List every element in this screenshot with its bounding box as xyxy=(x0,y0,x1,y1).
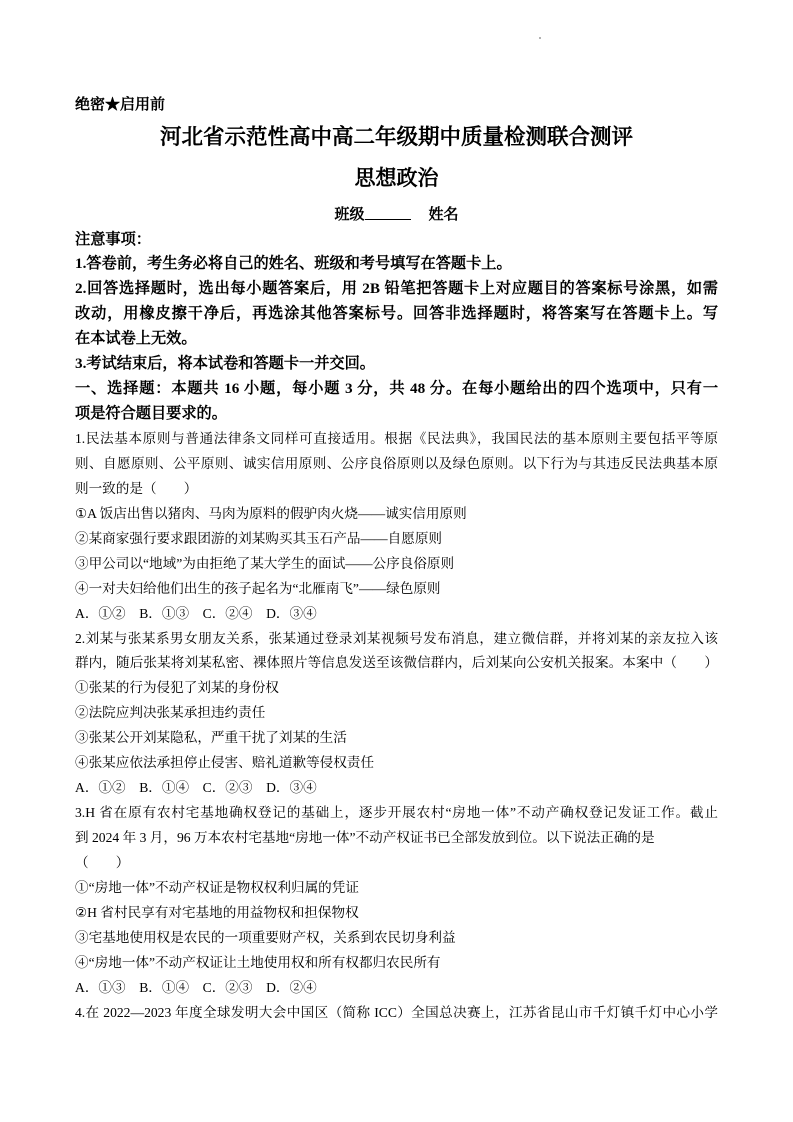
question-3-option: ③宅基地使用权是农民的一项重要财产权，关系到农民切身利益 xyxy=(75,929,456,945)
question-1-option: ③甲公司以“地域”为由拒绝了某大学生的面试——公序良俗原则 xyxy=(75,555,455,571)
question-2-choices: A．①② B．①④ C．②③ D．③④ xyxy=(75,780,317,796)
question-2-option: ③张某公开刘某隐私，严重干扰了刘某的生活 xyxy=(75,730,347,746)
exam-title: 河北省示范性高中高二年级期中质量检测联合测评 xyxy=(159,125,633,149)
section-heading-line: 一、选择题：本题共 16 小题，每小题 3 分，共 48 分。在每小题给出的四个选项中，只有一 xyxy=(75,380,718,398)
question-3-option: ②H 省村民享有对宅基地的用益物权和担保物权 xyxy=(75,904,359,920)
question-1-option: ①A 饭店出售以猪肉、马肉为原料的假驴肉火烧——诚实信用原则 xyxy=(75,505,467,521)
question-1-option: ④一对夫妇给他们出生的孩子起名为“北雁南飞”——绿色原则 xyxy=(75,580,441,596)
question-3-stem-line: （ ） xyxy=(75,854,130,870)
notice-line: 2.回答选择题时，选出每小题答案后，用 2B 铅笔把答题卡上对应题目的答案标号涂黑，如需 xyxy=(75,280,718,298)
question-2-stem-line: 群内，随后张某将刘某私密、裸体照片等信息发送至该微信群内，后刘某向公安机关报案。本案中（ ） xyxy=(75,655,718,671)
exam-body xyxy=(75,228,718,1026)
student-info-row xyxy=(0,201,793,225)
name-label: 姓名 xyxy=(428,206,459,223)
question-2-option: ①张某的行为侵犯了刘某的身份权 xyxy=(75,680,279,696)
notice-heading: 注意事项： xyxy=(75,230,151,248)
question-3-option: ①“房地一体”不动产权证是物权权利归属的凭证 xyxy=(75,879,359,895)
question-1-stem-line: 1.民法基本原则与普通法律条文同样可直接适用。根据《民法典》，我国民法的基本原则主要包括平等原 xyxy=(75,431,718,446)
question-1-stem-line: 则、自愿原则、公平原则、诚实信用原则、公序良俗原则以及绿色原则。以下行为与其违反民法典基本原 xyxy=(75,455,718,471)
question-1-choices: A．①② B．①③ C．②④ D．③④ xyxy=(75,605,317,621)
question-2-option: ②法院应判决张某承担违约责任 xyxy=(75,705,266,721)
stray-mark xyxy=(539,37,541,39)
question-3-stem-line: 3.H 省在原有农村宅基地确权登记的基础上，逐步开展农村“房地一体”不动产确权登记发证工作。截止 xyxy=(75,805,718,821)
notice-line: 3.考试结束后，将本试卷和答题卡一并交回。 xyxy=(75,355,375,373)
class-blank-line xyxy=(365,203,411,220)
question-3-choices: A．①③ B．①④ C．②③ D．②④ xyxy=(75,979,317,995)
question-3-stem-line: 到 2024 年 3 月，96 万本农村宅基地“房地一体”不动产权证书已全部发放到位。以下说法正确的是 xyxy=(75,830,655,845)
confidential-label: 绝密★启用前 xyxy=(75,97,166,113)
notice-line: 改动，用橡皮擦干净后，再选涂其他答案标号。回答非选择题时，将答案写在答题卡上。写 xyxy=(75,305,718,323)
question-2-option: ④张某应依法承担停止侵害、赔礼道歉等侵权责任 xyxy=(75,755,375,771)
question-1-stem-line: 则一致的是（ ） xyxy=(75,480,198,496)
exam-subject: 思想政治 xyxy=(354,166,439,190)
notice-line: 在本试卷上无效。 xyxy=(75,330,197,348)
class-label: 班级 xyxy=(334,206,365,223)
question-2-stem-line: 2.刘某与张某系男女朋友关系，张某通过登录刘某视频号发布消息，建立微信群，并将刘某的亲友拉入该 xyxy=(75,630,718,646)
notice-line: 1.答卷前，考生务必将自己的姓名、班级和考号填写在答题卡上。 xyxy=(75,255,512,273)
question-4-stem-line: 4.在 2022—2023 年度全球发明大会中国区（简称 ICC）全国总决赛上，江苏省昆山市千灯镇千灯中心小学 xyxy=(75,1004,718,1020)
question-3-option: ④“房地一体”不动产权证让土地使用权和所有权都归农民所有 xyxy=(75,954,441,970)
question-1-option: ②某商家强行要求跟团游的刘某购买其玉石产品——自愿原则 xyxy=(75,530,443,546)
section-heading-line: 项是符合题目要求的。 xyxy=(75,405,227,423)
